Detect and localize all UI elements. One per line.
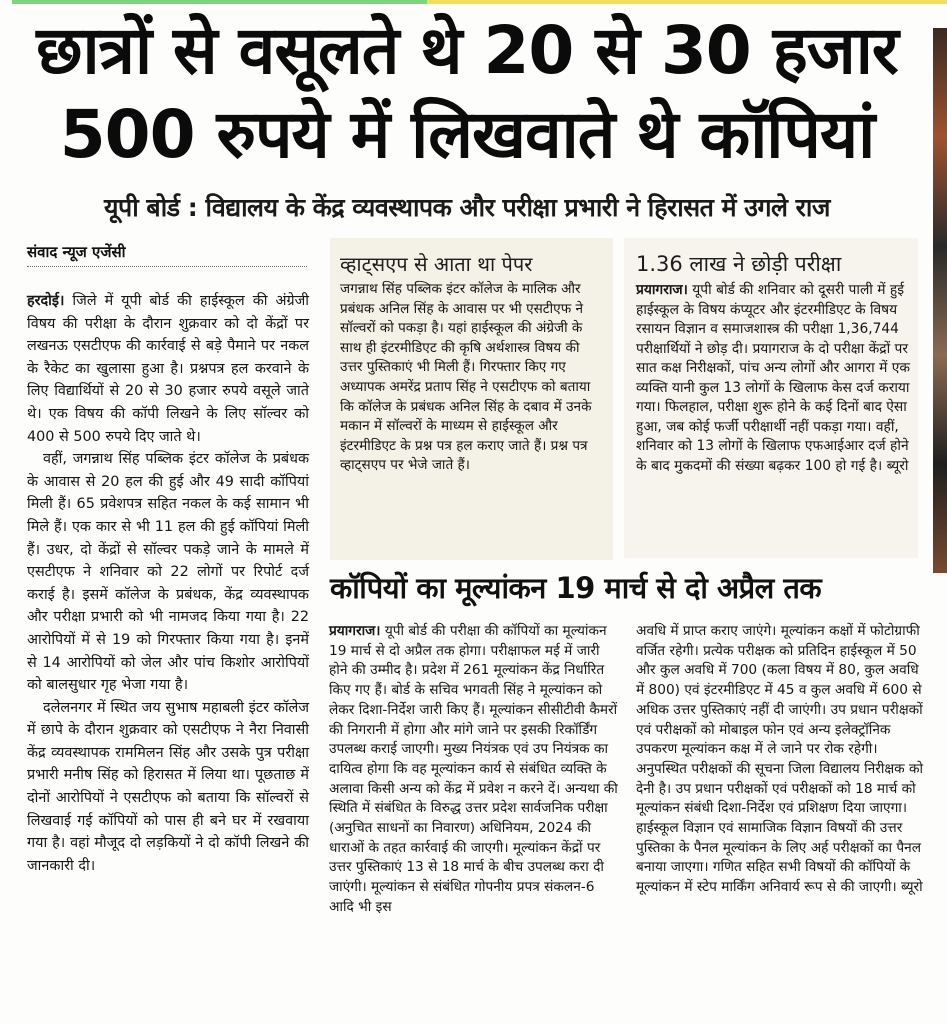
absent-box-text: यूपी बोर्ड की शनिवार को दूसरी पाली में हुई हाईस्कूल के विषय कंप्यूटर और इंटरमीडिएट के विषय रसायन विज्ञान व समाजशास्त्र की परीक्षा 1,36,744 परीक्षार्थियों ने छोड़ दी। प्रयागराज के दो परीक्षा केंद्रों पर सात कक्ष निरीक्षकों, पांच अन्य लोगों और आगरा में एक व्यक्ति यानी कुल 13 लोगों के खिलाफ केस दर्ज कराया गया। फिलहाल, परीक्षा शुरू होने के कई दिनों बाद ऐसा हुआ, जब कोई फर्जी परीक्षार्थी नहीं पकड़ा गया। वहीं, शनिवार को 13 लोगों के खिलाफ एफआईआर दर्ज होने के बाद मुकदमों की संख्या बढ़कर 100 हो गई है। ब्यूरो (636, 282, 910, 474)
adjacent-photo-edge (933, 28, 947, 573)
top-color-bar (0, 0, 947, 5)
headline-line-2: 500 रुपये में लिखवाते थे कॉपियां (59, 96, 875, 173)
absent-students-box (624, 238, 918, 558)
subheadline: यूपी बोर्ड : विद्यालय के केंद्र व्यवस्थापक और परीक्षा प्रभारी ने हिरासत में उगले राज (104, 193, 830, 222)
whatsapp-sidebar-box (330, 238, 613, 560)
evaluation-headline: कॉपियों का मूल्यांकन 19 मार्च से दो अप्रैल तक (330, 571, 822, 605)
evaluation-left-text: यूपी बोर्ड की परीक्षा की कॉपियों का मूल्यांकन 19 मार्च से दो अप्रैल तक होगा। परीक्षाफल मई में जारी होने की उम्मीद है। प्रदेश में 261 मूल्यांकन केंद्र निर्धारित किए गए हैं। बोर्ड के सचिव भगवती सिंह ने मूल्यांकन को लेकर दिशा-निर्देश जारी किए हैं। मूल्यांकन सीसीटीवी कैमरों की निगरानी में होगा और मांगे जाने पर इसकी रिकॉर्डिंग उपलब्ध कराई जाएगी। मुख्य नियंत्रक एवं उप नियंत्रक का दायित्व होगा कि वह मूल्यांकन कार्य से संबंधित व्यक्ति के अलावा किसी अन्य को केंद्र में प्रवेश न करने दें। अन्यथा की स्थिति में संबंधित के विरुद्ध उत्तर प्रदेश सार्वजनिक परीक्षा (अनुचित साधनों का निवारण) अधिनियम, 2024 की धाराओं के तहत कार्रवाई की जाएगी। मूल्यांकन केंद्रों पर उत्तर पुस्तिकाएं 13 से 18 मार्च के बीच उपलब्ध करा दी जाएंगी। मूल्यांकन से संबंधित गोपनीय प्रपत्र संकलन-6 आदि भी इस (329, 623, 618, 915)
main-story-paragraph-2: वहीं, जगन्नाथ सिंह पब्लिक इंटर कॉलेज के प्रबंधक के आवास से 20 हल की हुई और 49 सादी कॉपियां मिली हैं। 65 प्रवेशपत्र सहित नकल के कई सामान भी मिले हैं। एक कार से भी 11 हल की हुई कॉपियां मिली हैं। उधर, दो केंद्रों से सॉल्वर पकड़े जाने के मामले में एसटीएफ ने शनिवार को 22 लोगों पर रिपोर्ट दर्ज कराई है। इसमें कॉलेज के प्रबंधक, केंद्र व्यवस्थापक और परीक्षा प्रभारी को भी नामजद किया गया है। 22 आरोपियों में से 19 को गिरफ्तार किया गया है। इनमें से 14 आरोपियों को जेल और पांच किशोर आरोपियों को बालसुधार गृह भेजा गया है। (27, 451, 309, 694)
absent-box-title: 1.36 लाख ने छोड़ी परीक्षा (636, 252, 842, 276)
byline: संवाद न्यूज एजेंसी (27, 243, 126, 261)
main-story-paragraph-1-text: जिले में यूपी बोर्ड की हाईस्कूल की अंग्रेजी विषय की परीक्षा के दौरान शुक्रवार को दो केंद्रों पर लखनऊ एसटीएफ की कार्रवाई से बड़े पैमाने पर नकल के रैकेट का खुलासा हुआ है। प्रश्नपत्र हल करवाने के लिए विद्यार्थियों से 20 से 30 हजार रुपये वसूले जाते थे। एक विषय की कॉपी लिखने के लिए सॉल्वर को 400 से 500 रुपये दिए जाते थे। (27, 293, 309, 445)
evaluation-paragraph-1 (329, 622, 619, 918)
whatsapp-box-body: जगन्नाथ सिंह पब्लिक इंटर कॉलेज के मालिक और प्रबंधक अनिल सिंह के आवास पर भी एसटीएफ ने सॉल्वरों को पकड़ा है। यहां हाईस्कूल की अंग्रेजी के साथ ही इंटरमीडिएट की कृषि अर्थशास्त्र विषय की उत्तर पुस्तिकाएं भी मिली हैं। गिरफ्तार किए गए अध्यापक अमरेंद्र प्रताप सिंह ने एसटीएफ को बताया कि कॉलेज के प्रबंधक अनिल सिंह के दबाव में उनके मकान में सॉल्वरों के माध्यम से हाईस्कूल और इंटरमीडिएट के प्रश्न पत्र हल कराए जाते हैं। प्रश्न पत्र व्हाट्सएप पर भेजे जाते हैं। (340, 281, 592, 474)
whatsapp-box-title: व्हाट्सएप से आता था पेपर (340, 252, 533, 276)
byline-divider (27, 266, 307, 267)
evaluation-column-right (636, 622, 926, 898)
evaluation-column-left (329, 622, 619, 918)
headline-line-1: छात्रों से वसूलते थे 20 से 30 हजार (36, 12, 898, 89)
absent-box-body (624, 278, 918, 476)
evaluation-dateline: प्रयागराज। (329, 623, 381, 639)
top-bar-green-segment (12, 0, 427, 4)
main-story-column (27, 290, 309, 877)
main-story-paragraph-3: दलेलनगर में स्थित जय सुभाष महाबली इंटर कॉलेज में छापे के दौरान शुक्रवार को एसटीएफ ने नैरा निवासी केंद्र व्यवस्थापक राममिलन सिंह और उसके पुत्र परीक्षा प्रभारी मनीष सिंह को हिरासत में लिया था। पूछताछ में दोनों आरोपियों ने एसटीएफ को बताया कि सॉल्वरों से लिखवाई गई कॉपियों को पास ही बने घर में रखवाया गया है। वहां मौजूद दो लड़कियों ने दो कॉपी लिखने की जानकारी दी। (27, 699, 309, 874)
top-bar-yellow-segment (427, 0, 947, 4)
evaluation-right-paragraph-2: हाईस्कूल विज्ञान एवं सामाजिक विज्ञान विषयों की उत्तर पुस्तिका के पैनल मूल्यांकन के लिए अर्ह परीक्षकों का पैनल बनाया जाएगा। गणित सहित सभी विषयों की कॉपियों के मूल्यांकन में स्टेप मार्किंग अनिवार्य रूप से की जाएगी। ब्यूरो (636, 820, 923, 896)
main-story-paragraph-1 (27, 290, 309, 448)
main-story-dateline: हरदोई। (27, 293, 65, 309)
absent-box-dateline: प्रयागराज। (636, 282, 688, 298)
evaluation-right-paragraph-1: अवधि में प्राप्त कराए जाएंगे। मूल्यांकन कक्षों में फोटोग्राफी वर्जित रहेगी। प्रत्येक परीक्षक को प्रतिदिन हाईस्कूल में 50 और कुल अवधि में 700 (कला विषय में 80, कुल अवधि में 800) एवं इंटरमीडिएट में 45 व कुल अवधि में 600 से अधिक उत्तर पुस्तिकाएं नहीं दी जाएंगी। उप प्रधान परीक्षकों एवं परीक्षकों को मोबाइल फोन एवं अन्य इलेक्ट्रॉनिक उपकरण मूल्यांकन कक्ष में ले जाने पर रोक रहेगी। अनुपस्थित परीक्षकों की सूचना जिला विद्यालय निरीक्षक को देनी है। उप प्रधान परीक्षकों एवं परीक्षकों को 18 मार्च को मूल्यांकन संबंधी दिशा-निर्देश एवं प्रशिक्षण दिया जाएगा। (636, 623, 924, 817)
